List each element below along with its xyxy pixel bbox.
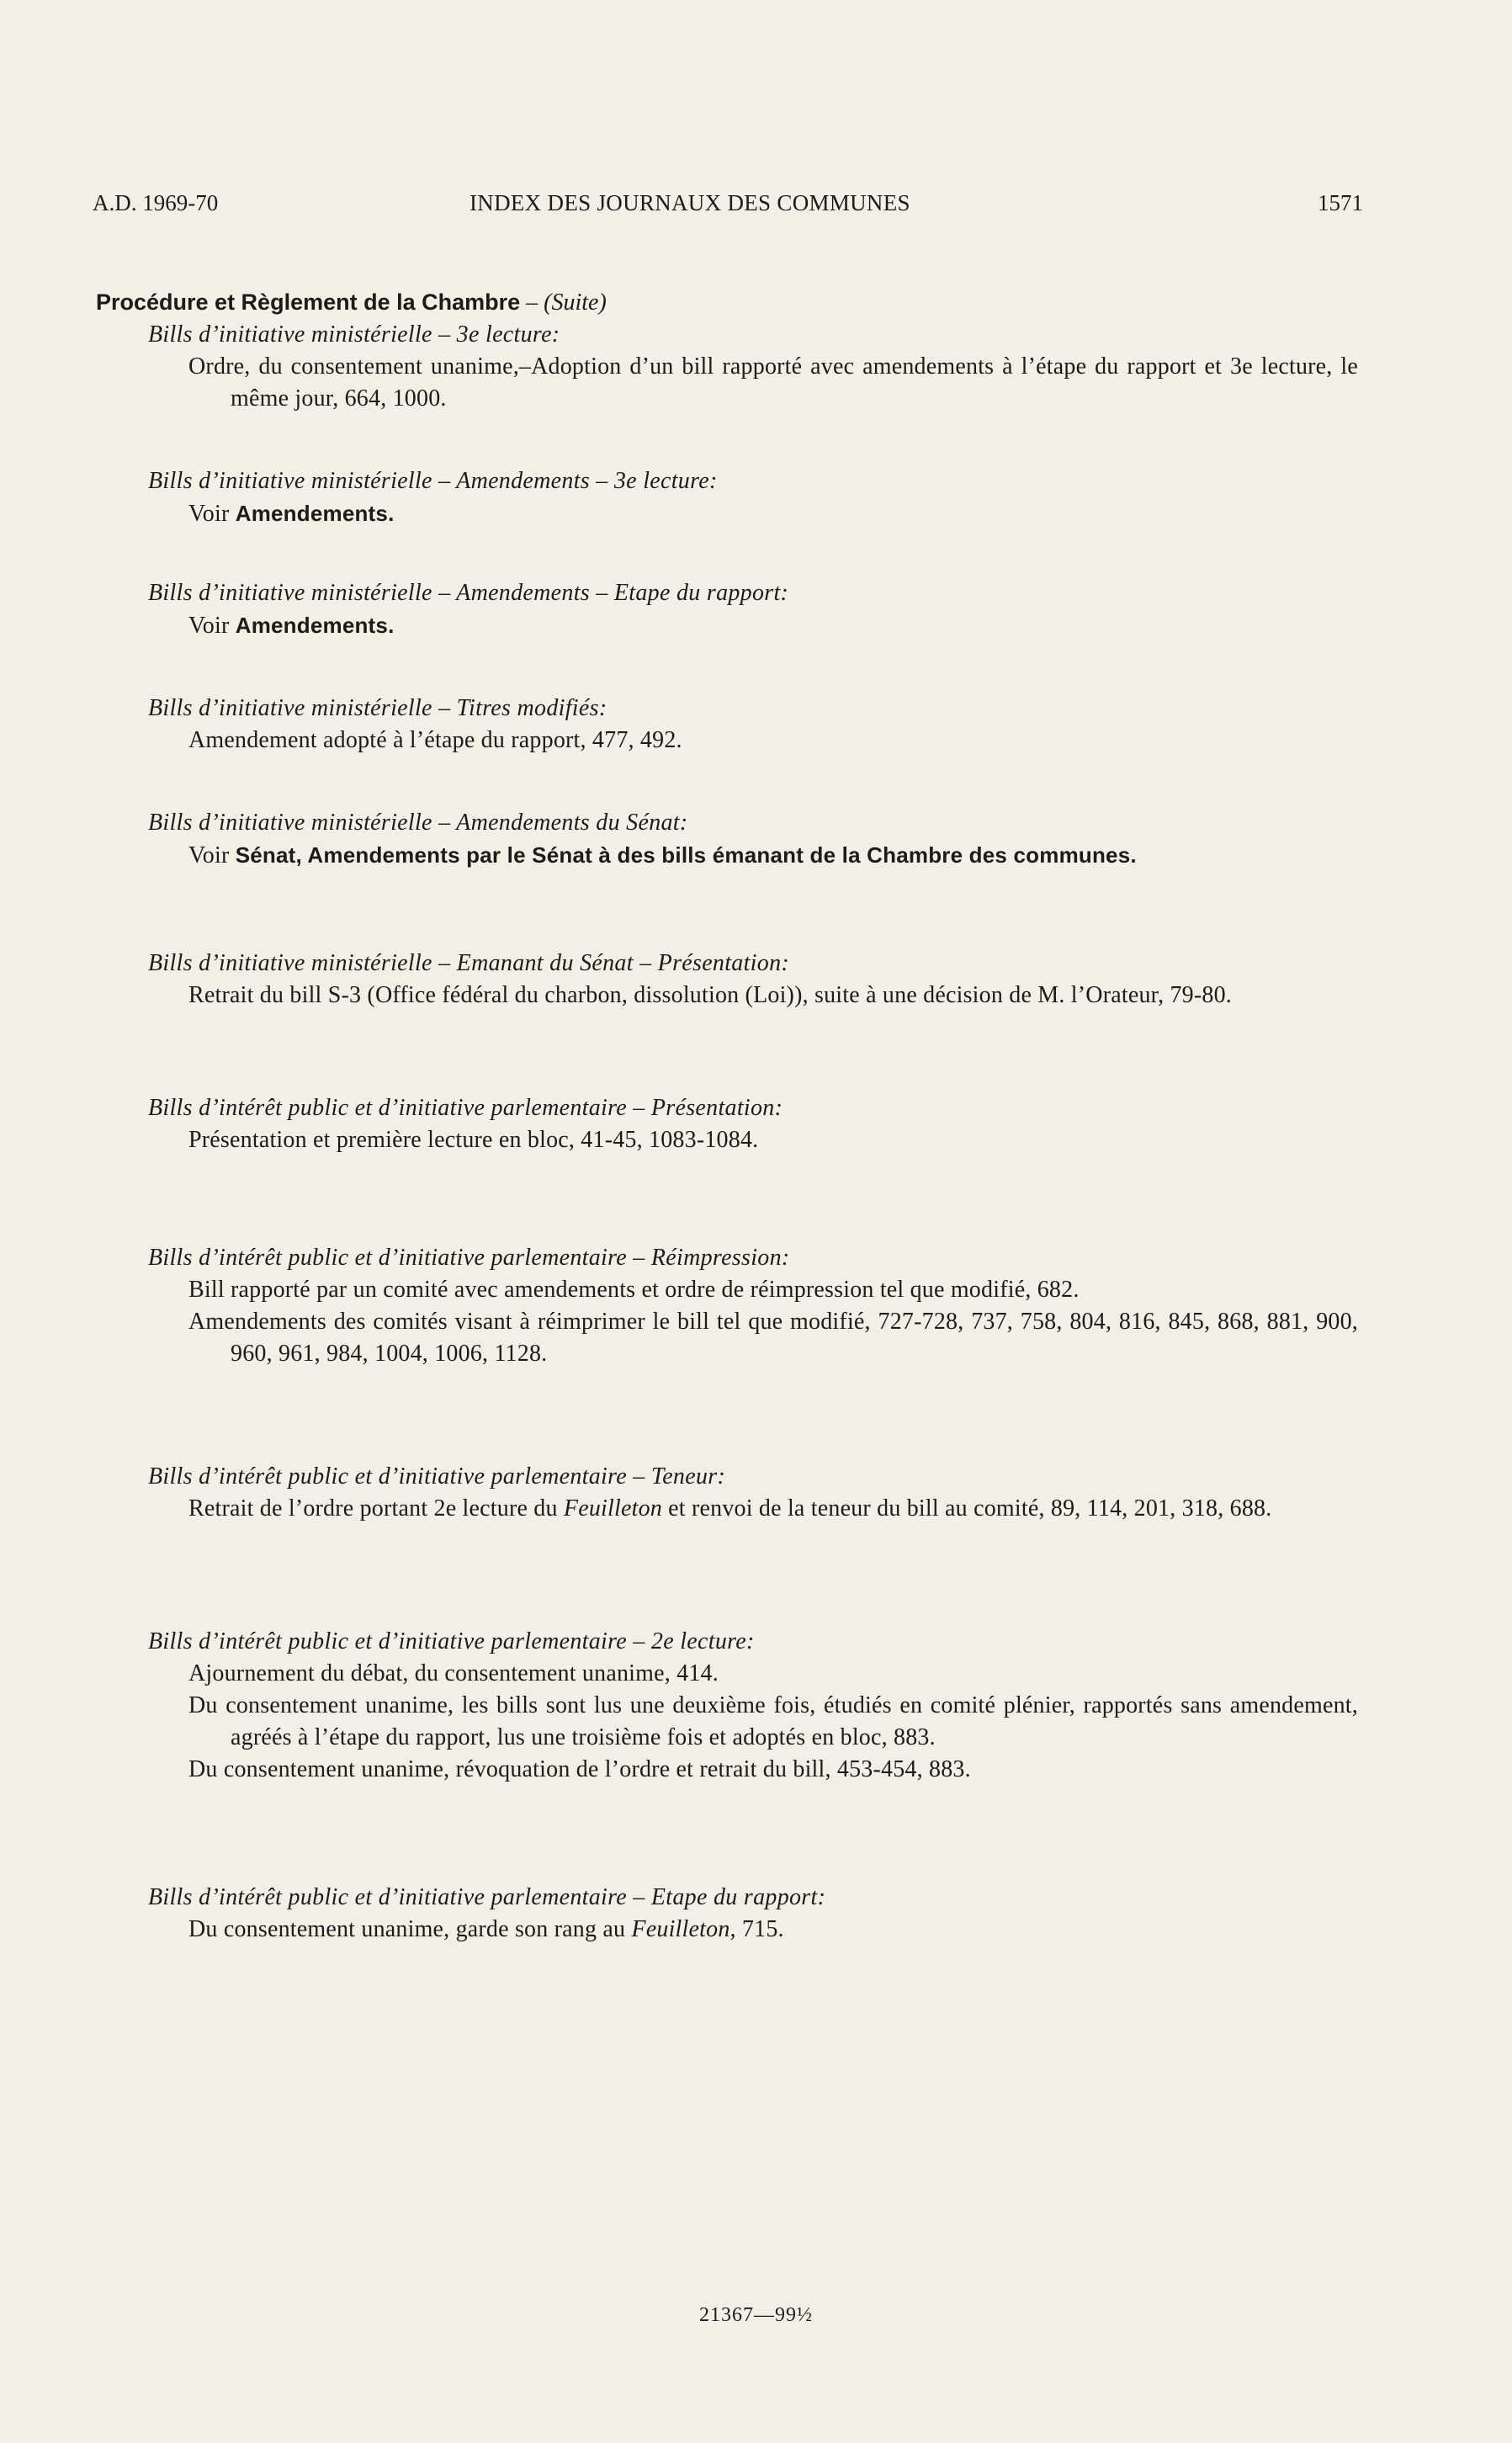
header-title: INDEX DES JOURNAUX DES COMMUNES [470, 190, 910, 215]
index-section [96, 1626, 1358, 1786]
page-number: 1571 [1318, 190, 1363, 215]
index-entry: Ordre, du consentement unanime,–Adoption d’un bill rapporté avec amendements à l’étape du rapport et 3e lecture, le même jour, 664, 1000. [188, 353, 1358, 412]
index-section [96, 807, 1358, 872]
entry-text: et renvoi de la teneur du bill au comité, 89, 114, 201, 318, 688. [661, 1495, 1272, 1522]
header-year: A.D. 1969-70 [93, 190, 219, 215]
index-entry: Ajournement du débat, du consentement unanime, 414. [188, 1660, 719, 1686]
section-title: Bills d’intérêt public et d’initiative parlementaire – Réimpression: [148, 1245, 790, 1271]
section-title: Bills d’intérêt public et d’initiative parlementaire – Teneur: [148, 1463, 726, 1490]
index-section [96, 1461, 1358, 1525]
index-entry [188, 497, 1358, 530]
index-section [96, 948, 1358, 1012]
section-title: Bills d’initiative ministérielle – Amendements – Etape du rapport: [148, 580, 789, 606]
index-section [96, 577, 1358, 642]
page-footer: 21367—99½ [699, 2304, 813, 2326]
index-entry: Présentation et première lecture en bloc, 41-45, 1083-1084. [188, 1127, 759, 1153]
index-entry: Du consentement unanime, les bills sont lus une deuxième fois, étudiés en comité plénier, rapportés sans amendement, agréés à l’étape du rapport, lus une troisième fois et adoptés en bloc, 883. [188, 1692, 1358, 1750]
index-entry: Amendements des comités visant à réimprimer le bill tel que modifié, 727-728, 737, 758, 804, 816, 845, 868, 881, 900, 960, 961, 984, 1004, 1006, 1128. [188, 1309, 1358, 1367]
index-entry: Retrait du bill S-3 (Office fédéral du charbon, dissolution (Loi)), suite à une décision de M. l’Orateur, 79-80. [188, 982, 1232, 1008]
index-entry [188, 1493, 1358, 1525]
index-section [96, 319, 1358, 415]
entry-text: 715. [735, 1916, 784, 1942]
see-prefix: Voir [188, 501, 236, 527]
index-entry: Bill rapporté par un comité avec amendements et ordre de réimpression tel que modifié, 682. [188, 1277, 1080, 1303]
section-title: Bills d’initiative ministérielle – 3e lecture: [148, 321, 560, 348]
see-prefix: Voir [188, 842, 236, 868]
section-title: Bills d’intérêt public et d’initiative parlementaire – Etape du rapport: [148, 1884, 826, 1910]
index-section [96, 693, 1358, 757]
main-heading [96, 286, 1358, 319]
entry-italic: Feuilleton [563, 1495, 662, 1522]
cross-reference: Amendements. [235, 501, 395, 526]
page-header [93, 190, 1363, 224]
entry-text: Retrait de l’ordre portant 2e lecture du [188, 1495, 564, 1522]
entry-text: Du consentement unanime, garde son rang au [188, 1916, 632, 1942]
index-section [96, 1242, 1358, 1370]
section-title: Bills d’initiative ministérielle – Emanant du Sénat – Présentation: [148, 950, 789, 976]
index-section [96, 1882, 1358, 1946]
main-heading-suite: (Suite) [544, 289, 607, 316]
entry-italic: Feuilleton, [631, 1916, 736, 1942]
section-title: Bills d’initiative ministérielle – Amendements – 3e lecture: [148, 468, 718, 494]
main-heading-dash: – [520, 289, 544, 316]
cross-reference: Amendements. [235, 613, 395, 638]
cross-reference: Sénat, Amendements par le Sénat à des bills émanant de la Chambre des communes. [235, 842, 1137, 868]
section-title: Bills d’intérêt public et d’initiative parlementaire – 2e lecture: [148, 1628, 755, 1654]
index-entry [188, 1914, 1358, 1946]
section-title: Bills d’initiative ministérielle – Titres modifiés: [148, 695, 607, 721]
main-heading-bold: Procédure et Règlement de la Chambre [96, 289, 521, 315]
index-content [96, 286, 1358, 1946]
index-section [96, 1092, 1358, 1156]
index-section [96, 465, 1358, 530]
see-prefix: Voir [188, 613, 236, 639]
index-entry: Du consentement unanime, révoquation de l’ordre et retrait du bill, 453-454, 883. [188, 1756, 971, 1782]
index-entry [188, 839, 1358, 872]
index-entry [188, 609, 1358, 642]
index-entry: Amendement adopté à l’étape du rapport, 477, 492. [188, 727, 682, 753]
section-title: Bills d’intérêt public et d’initiative parlementaire – Présentation: [148, 1095, 783, 1121]
section-title: Bills d’initiative ministérielle – Amendements du Sénat: [148, 810, 688, 836]
